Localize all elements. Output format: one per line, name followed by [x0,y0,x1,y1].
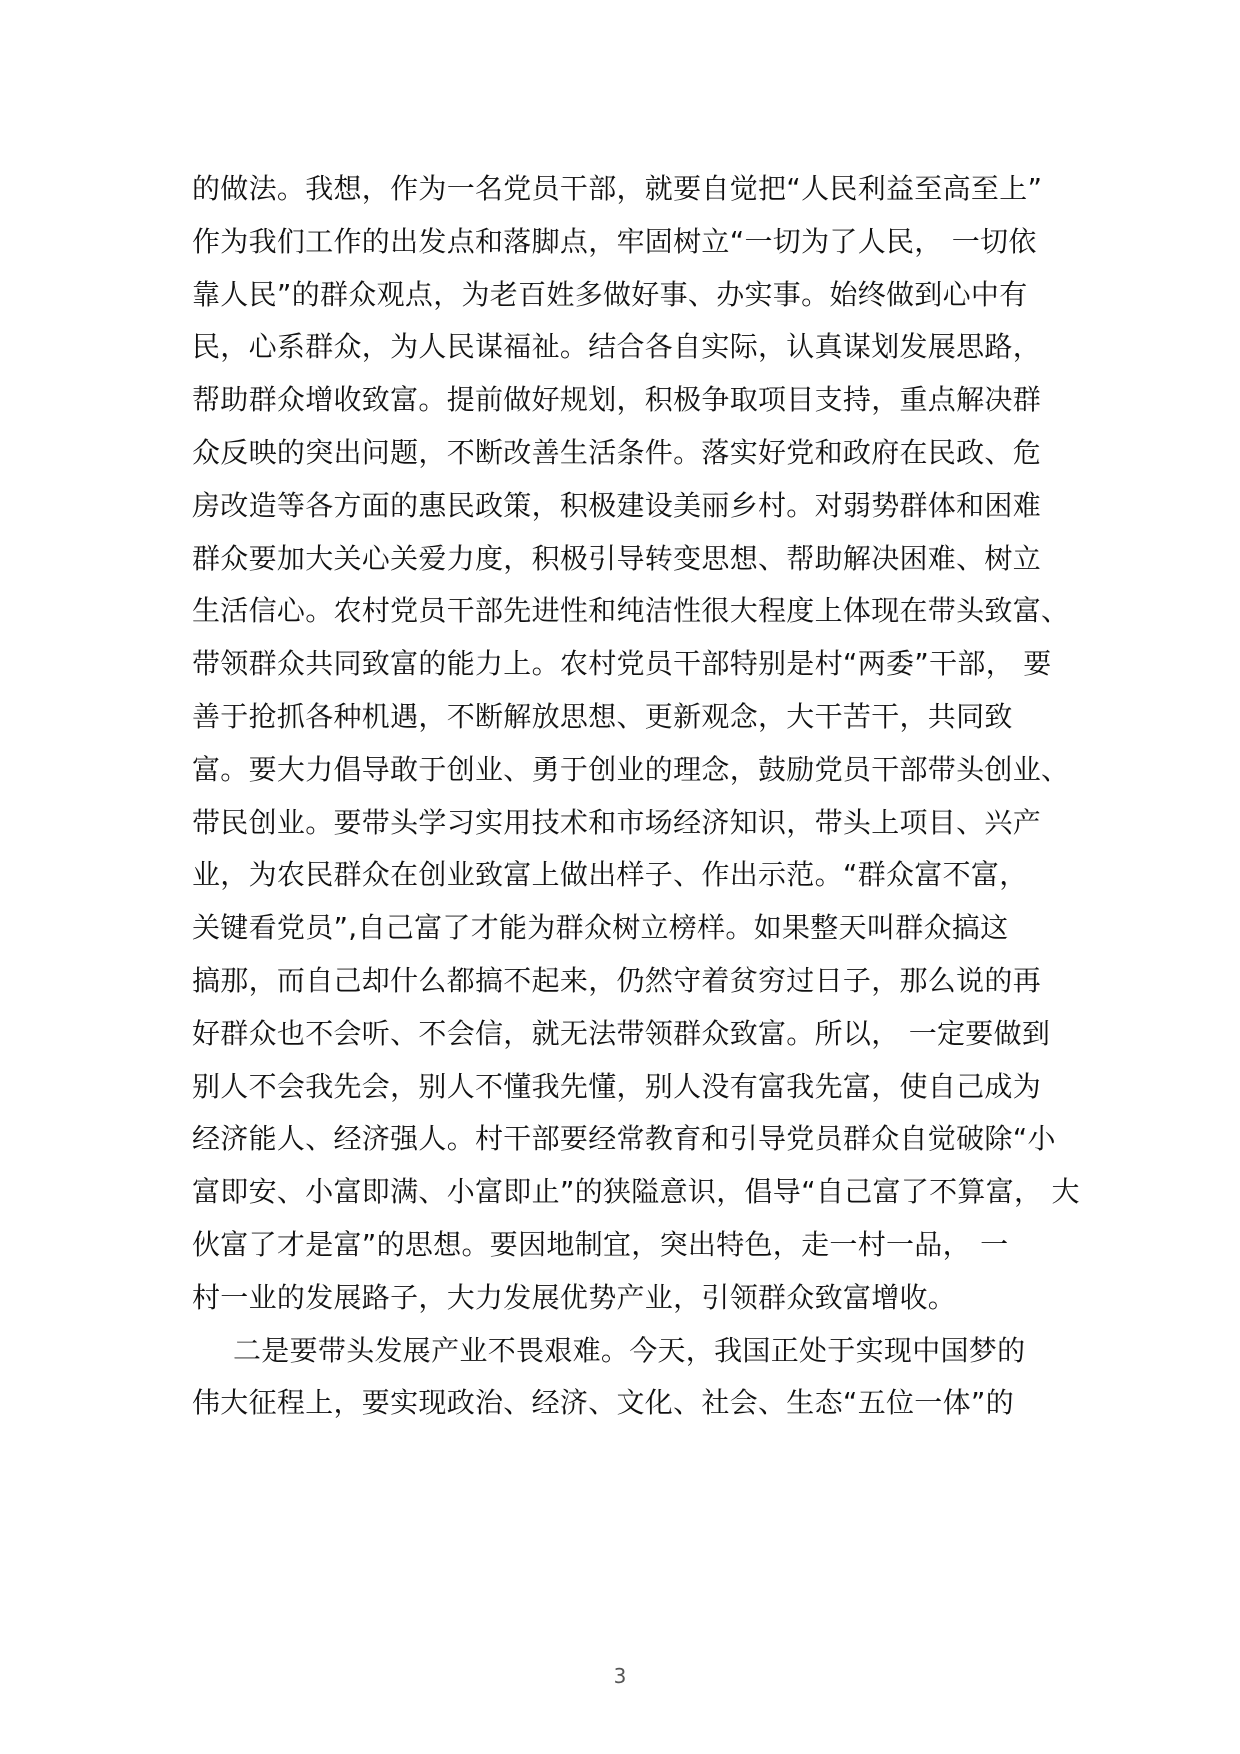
text-line: 生活信心。农村党员干部先进性和纯洁性很大程度上体现在带头致富、 [192,594,1070,628]
text-line: 别人不会我先会，别人不懂我先懂，别人没有富我先富，使自己成为 [192,1069,1042,1103]
text-line: 经济能人、经济强人。村干部要经常教育和引导党员群众自觉破除“小 [192,1122,1056,1156]
body-text [192,163,1092,1430]
text-line: 富。要大力倡导敢于创业、勇于创业的理念，鼓励党员干部带头创业、 [192,752,1070,786]
text-line: 伟大征程上，要实现政治、经济、文化、社会、生态“五位一体”的 [192,1386,1015,1420]
text-line: 好群众也不会听、不会信，就无法带领群众致富。所以， 一定要做到 [192,1016,1051,1050]
text-line: 民，心系群众，为人民谋福祉。结合各自实际，认真谋划发展思路， [192,330,1042,364]
text-line: 关键看党员”,自己富了才能为群众树立榜样。如果整天叫群众搞这 [192,911,1009,945]
text-line: 房改造等各方面的惠民政策，积极建设美丽乡村。对弱势群体和困难 [192,488,1042,522]
text-line: 群众要加大关心关爱力度，积极引导转变思想、帮助解决困难、树立 [192,541,1042,575]
text-line: 带领群众共同致富的能力上。农村党员干部特别是村“两委”干部， 要 [192,647,1052,681]
text-line: 众反映的突出问题，不断改善生活条件。落实好党和政府在民政、危 [192,435,1042,469]
text-line: 搞那，而自己却什么都搞不起来，仍然守着贫穷过日子，那么说的再 [192,963,1042,997]
text-line: 作为我们工作的出发点和落脚点，牢固树立“一切为了人民， 一切依 [192,224,1037,258]
text-line: 伙富了才是富”的思想。要因地制宜，突出特色，走一村一品， 一 [192,1227,1009,1261]
text-line: 带民创业。要带头学习实用技术和市场经济知识，带头上项目、兴产 [192,805,1042,839]
text-line: 村一业的发展路子，大力发展优势产业，引领群众致富增收。 [192,1280,957,1314]
page-number: 3 [613,1664,627,1688]
text-line: 善于抢抓各种机遇，不断解放思想、更新观念，大干苦干，共同致 [192,699,1013,733]
paragraph-start-line: 二是要带头发展产业不畏艰难。今天，我国正处于实现中国梦的 [233,1333,1026,1367]
text-line: 业，为农民群众在创业致富上做出样子、作出示范。“群众富不富， [192,858,1028,892]
text-line: 帮助群众增收致富。提前做好规划，积极争取项目支持，重点解决群 [192,383,1042,417]
text-line: 的做法。我想，作为一名党员干部，就要自觉把“人民利益至高至上” [192,172,1043,205]
text-line: 富即安、小富即满、小富即止”的狭隘意识，倡导“自己富了不算富， 大 [192,1175,1080,1209]
text-line: 靠人民”的群众观点，为老百姓多做好事、办实事。始终做到心中有 [192,277,1028,311]
